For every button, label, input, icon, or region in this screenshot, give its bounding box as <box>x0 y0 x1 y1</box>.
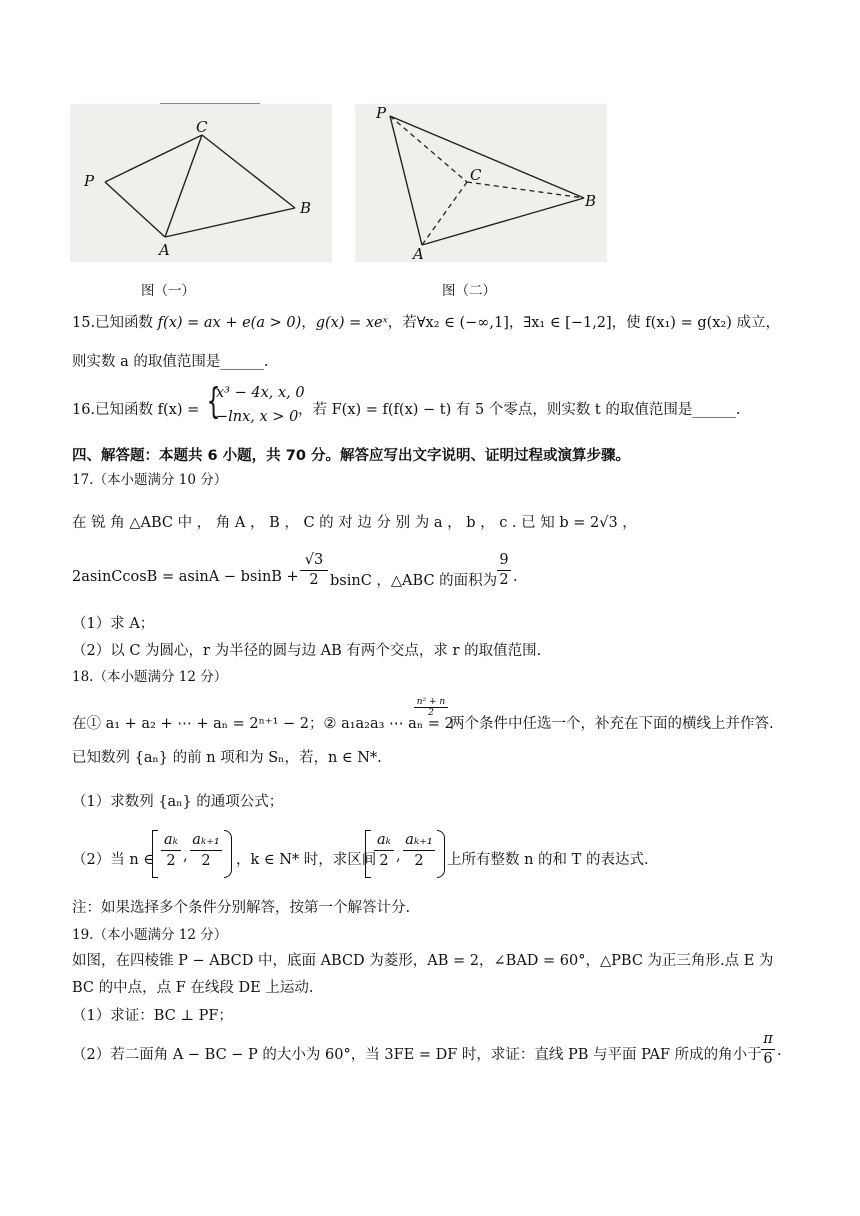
vertex-label-P: P <box>376 104 387 122</box>
q19-line-1: 如图，在四棱锥 P − ABCD 中，底面 ABCD 为菱形，AB = 2，∠BAD = 60°，△PBC 为正三角形.点 E 为 <box>72 953 774 969</box>
q19-part-1: （1）求证：BC ⊥ PF； <box>72 1008 233 1024</box>
vertex-label-C: C <box>196 118 208 136</box>
section-4-title: 四、解答题：本题共 6 小题，共 70 分。解答应写出文字说明、证明过程或演算步骤。 <box>72 448 630 464</box>
q15-separator: ， <box>301 315 316 331</box>
q18-part-2-lead: （2）当 n ∈ <box>72 852 155 868</box>
interval-fraction-a <box>374 830 394 871</box>
q15-g-definition: g(x) = xeˣ <box>315 315 388 331</box>
q15-f-definition: f(x) = ax + e(a > 0) <box>157 315 302 331</box>
q15-line-2: 则实数 a 的取值范围是______. <box>72 354 269 370</box>
vertex-label-B: B <box>585 192 597 210</box>
fraction-numerator: π <box>761 1030 775 1050</box>
q17-fraction-sqrt3-over-2 <box>300 551 328 590</box>
fraction-denominator: 2 <box>414 853 424 869</box>
fraction-denominator: 2 <box>201 853 211 869</box>
fraction-denominator: 2 <box>309 572 319 588</box>
interval-fraction-b <box>190 830 222 871</box>
right-paren <box>224 830 232 878</box>
q16-case-2: −lnx, x > 0 <box>216 409 299 425</box>
q18-given: 已知数列 {aₙ} 的前 n 项和为 Sₙ，若，n ∈ N*. <box>72 750 382 766</box>
edge-AB <box>422 198 584 245</box>
interval-fraction-b <box>403 830 435 871</box>
q18-exponent-fraction <box>414 697 448 718</box>
comma: , <box>396 848 401 864</box>
q15-intro: 15.已知函数 <box>72 315 154 331</box>
q18-conditions-part-1: 在① a₁ + a₂ + ⋯ + aₙ = 2ⁿ⁺¹ − 2；② a₁a₂a₃ ⋯ aₙ = 2 <box>72 716 454 732</box>
q17-line-1: 在 锐 角 △ABC 中 ， 角 A ， B ， C 的 对 边 分 别 为 a ， b ， c . 已 知 b = 2√3 ， <box>72 515 637 531</box>
fraction-numerator: √3 <box>300 551 328 571</box>
comma: , <box>183 848 188 864</box>
edge-PA <box>105 182 165 237</box>
q17-part-1: （1）求 A； <box>72 616 155 632</box>
figure-1-diagram <box>70 104 332 262</box>
q17-header: 17.（本小题满分 10 分） <box>72 472 228 488</box>
q19-line-2: BC 的中点，点 F 在线段 DE 上运动. <box>72 980 314 996</box>
q16-prefix: 16.已知函数 f(x) = <box>72 402 200 418</box>
q15-line-1 <box>72 313 800 333</box>
edge-CB <box>202 135 295 208</box>
q19-period: . <box>777 1043 782 1059</box>
left-bracket <box>152 830 158 878</box>
q18-part-2-end: 上所有整数 n 的和 T 的表达式. <box>447 852 649 868</box>
interval-fraction-a <box>161 830 181 871</box>
q17-part-2: （2）以 C 为圆心，r 为半径的圆与边 AB 有两个交点，求 r 的取值范围. <box>72 643 542 659</box>
fraction-denominator: 2 <box>499 572 509 588</box>
figure-2-diagram <box>355 104 607 262</box>
q18-part-2-middle: ，k ∈ N* 时，求区间 <box>236 852 377 868</box>
q19-part-2: （2）若二面角 A − BC − P 的大小为 60°，当 3FE = DF 时，求证：直线 PB 与平面 PAF 所成的角小于 <box>72 1047 762 1063</box>
q17-fraction-area <box>497 551 511 590</box>
q17-period: . <box>513 569 518 585</box>
q16-case-1: x³ − 4x, x, 0 <box>216 385 305 401</box>
q17-equation-part-1: 2asinCcosB = asinA − bsinB + <box>72 569 299 585</box>
vertex-label-B: B <box>300 199 312 217</box>
q19-header: 19.（本小题满分 12 分） <box>72 927 228 943</box>
fraction-numerator: aₖ <box>161 830 181 851</box>
q16-piecewise-brace: { <box>206 381 221 422</box>
fraction-numerator: 9 <box>497 551 511 571</box>
vertex-label-A: A <box>413 245 424 262</box>
left-bracket <box>365 830 371 878</box>
exponent-denominator: 2 <box>428 708 434 718</box>
edge-CA-dashed <box>422 182 467 245</box>
fraction-numerator: aₖ <box>374 830 394 851</box>
vertex-label-A: A <box>159 241 170 259</box>
edge-PA <box>390 116 422 245</box>
figure-2-caption: 图（二） <box>442 283 496 299</box>
q19-fraction-pi-over-6 <box>761 1030 775 1069</box>
edge-PC-dashed <box>390 116 467 182</box>
q18-conditions-part-2: 两个条件中任选一个，补充在下面的横线上并作答. <box>450 716 774 732</box>
edge-AB <box>165 208 295 237</box>
q18-note: 注：如果选择多个条件分别解答，按第一个解答计分. <box>72 900 411 916</box>
fraction-numerator: aₖ₊₁ <box>190 830 222 851</box>
vertex-label-C: C <box>470 166 482 184</box>
q17-equation-part-2: bsinC ，△ABC 的面积为 <box>330 573 498 589</box>
q16-suffix: ，若 F(x) = f(f(x) − t) 有 5 个零点，则实数 t 的取值范围是______. <box>298 402 741 418</box>
figure-1-caption: 图（一） <box>141 283 195 299</box>
right-paren <box>437 830 445 878</box>
fraction-numerator: aₖ₊₁ <box>403 830 435 851</box>
q18-part-1: （1）求数列 {aₙ} 的通项公式； <box>72 794 284 810</box>
fraction-denominator: 2 <box>379 853 389 869</box>
q18-header: 18.（本小题满分 12 分） <box>72 669 228 685</box>
vertex-label-P: P <box>84 172 95 190</box>
q15-condition: ，若∀x₂ ∈ (−∞,1]，∃x₁ ∈ [−1,2]，使 f(x₁) = g(x₂) 成立， <box>387 315 781 331</box>
exponent-numerator: n² + n <box>414 697 448 708</box>
fraction-denominator: 2 <box>166 853 176 869</box>
edge-PB <box>390 116 584 198</box>
fraction-denominator: 6 <box>763 1051 773 1067</box>
